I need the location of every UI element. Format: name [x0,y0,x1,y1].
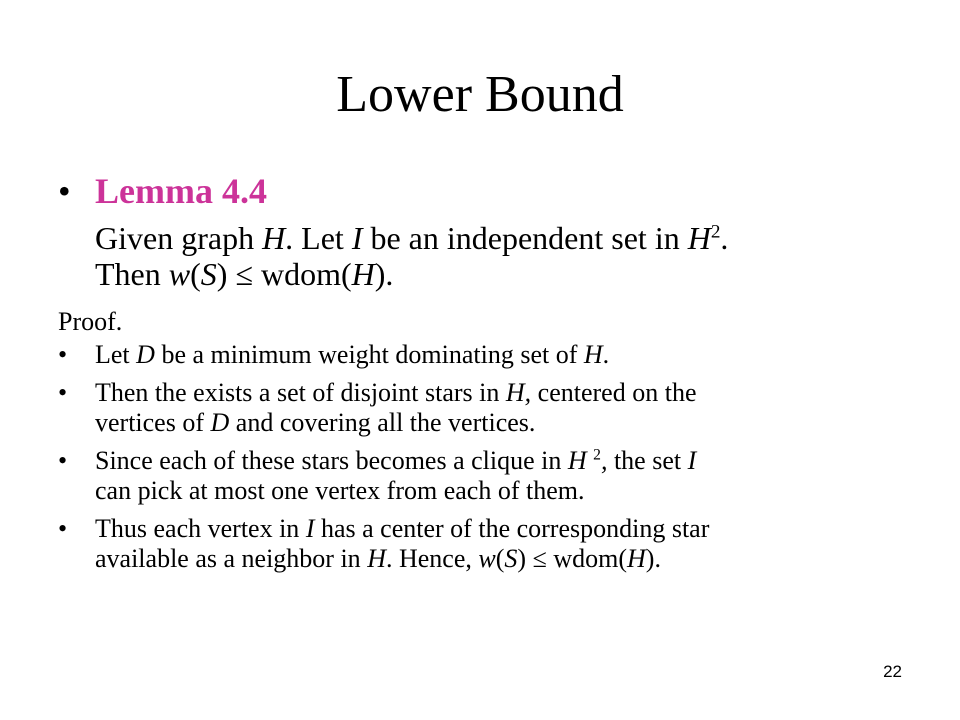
text-run: and covering all the vertices. [229,408,536,437]
lemma-line-1 [95,220,915,256]
bullet-line [95,514,858,544]
proof-bullet [58,340,858,370]
text-run: available as a neighbor in [95,544,368,573]
text-run: ( [190,256,201,292]
bullet-icon: • [58,340,68,369]
math-symbol: H, [505,378,532,407]
proof-bullet [58,378,858,438]
text-run: vertices of [95,408,211,437]
math-symbol: I [351,220,363,256]
superscript: 2 [710,221,721,243]
text-run: Since each of these stars becomes a clique in [95,446,568,475]
text-run: be an independent set in [362,220,688,256]
proof-bullet-list [58,340,858,582]
math-symbol: H [687,220,711,256]
math-symbol: w [478,544,496,573]
leq-symbol: ≤ [532,544,547,573]
text-run: centered on the [531,378,697,407]
text-run: . [720,220,729,256]
text-run: , [600,446,608,475]
math-symbol: H [583,340,603,369]
text-run: ) [216,256,236,292]
math-symbol: H [351,256,375,292]
text-run: be a minimum weight dominating set of [154,340,584,369]
text-run: . Let [285,220,352,256]
math-symbol: I [305,514,315,543]
math-symbol: w [168,256,191,292]
text-run: Then the exists a set of disjoint stars in [95,378,506,407]
text-run: the set [607,446,688,475]
text-run: Then [95,256,169,292]
text-run: Given graph [95,220,263,256]
bullet-icon: • [58,514,68,543]
bullet-icon: • [58,378,68,407]
proof-label: Proof. [58,307,123,336]
slide-title: Lower Bound [336,66,624,123]
text-run: ) [517,544,533,573]
math-symbol: H [627,544,646,573]
bullet-line [95,340,858,370]
text-run: Thus each vertex in [95,514,306,543]
text-run: ). [645,544,661,573]
bullet-line [95,378,858,408]
math-symbol: D [210,408,230,437]
math-symbol: H [262,220,286,256]
bullet-icon: • [58,446,68,475]
math-symbol: S [200,256,217,292]
bullet-icon: • [58,171,71,211]
text-run: . Hence, [385,544,479,573]
math-symbol: I [687,446,697,475]
lemma-heading-row [58,167,267,215]
text-run: . [602,340,610,369]
leq-symbol: ≤ [235,256,253,292]
math-symbol: D [136,340,155,369]
text-run: wdom( [546,544,628,573]
lemma-heading: Lemma 4.4 [95,171,267,211]
text-run: wdom( [252,256,352,292]
lemma-line-2 [95,256,915,292]
math-symbol: H [367,544,386,573]
text-run: Let [95,340,137,369]
math-symbol: S [504,544,518,573]
bullet-line [95,544,858,574]
page-number: 22 [883,662,902,681]
text-run: ( [495,544,505,573]
text-run: can pick at most one vertex from each of them. [95,476,585,505]
text-run: has a center of the corresponding star [314,514,710,543]
lemma-statement [95,220,915,292]
proof-bullet [58,446,858,506]
superscript: 2 [593,446,601,464]
math-symbol: H [567,446,594,475]
bullet-line [95,476,858,506]
text-run: ). [374,256,394,292]
bullet-line [95,408,858,438]
bullet-line [95,446,858,476]
proof-bullet [58,514,858,574]
